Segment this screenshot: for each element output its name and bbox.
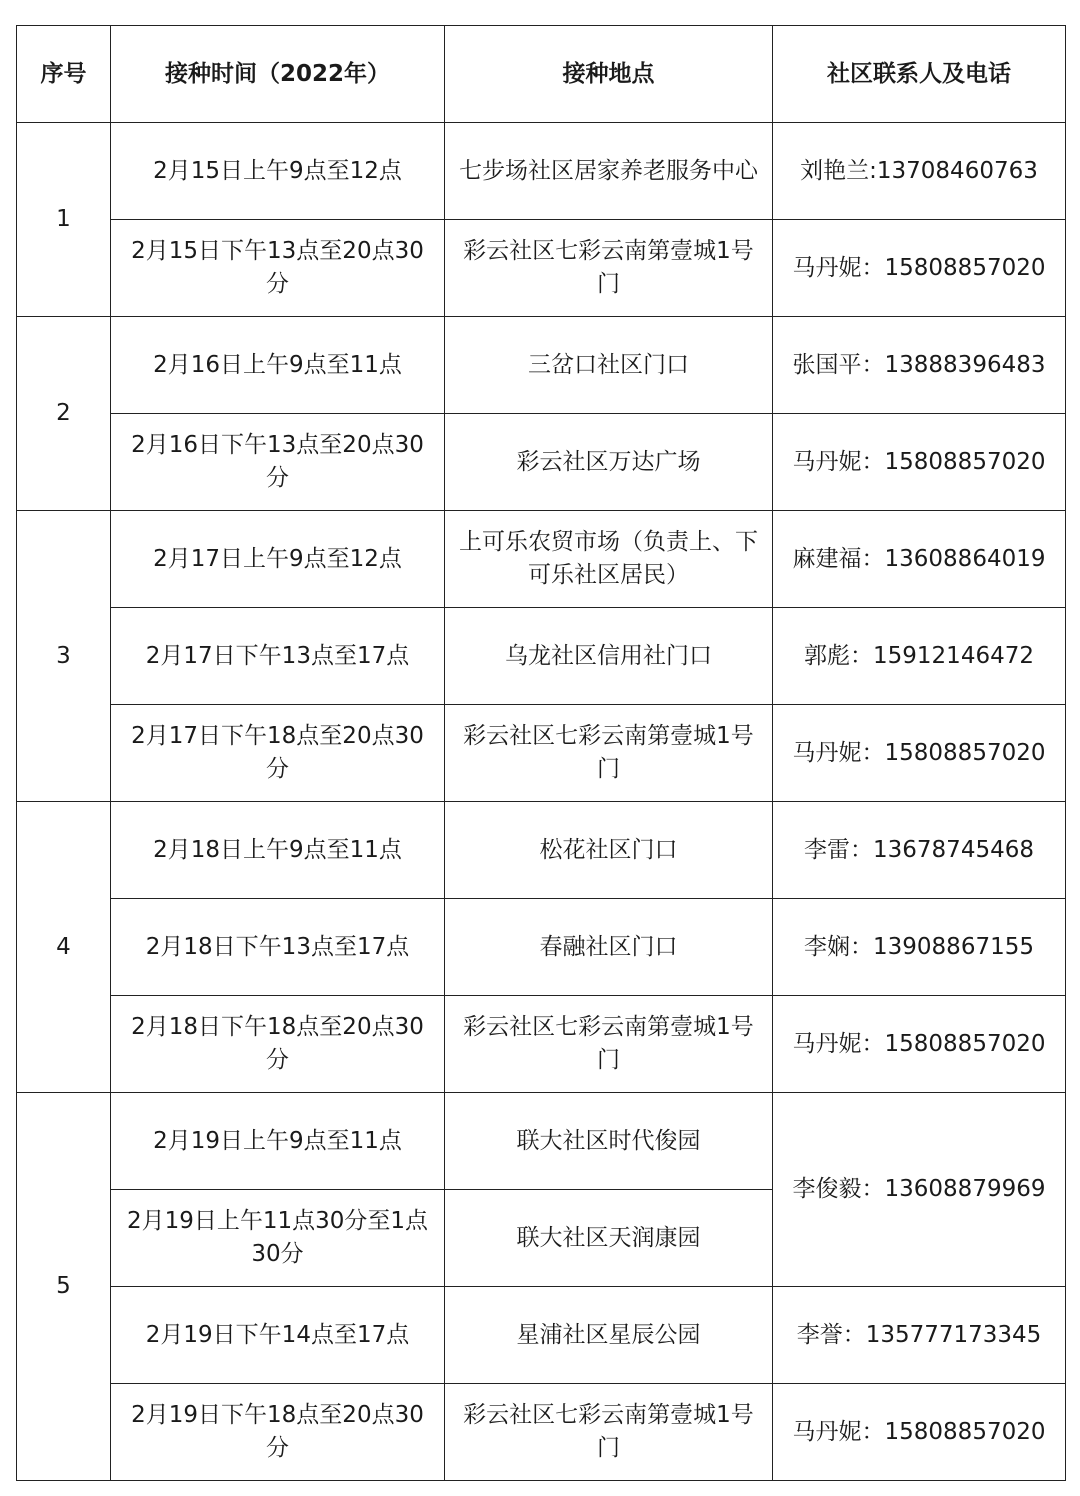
time-cell: 2月19日上午11点30分至1点30分 [111, 1190, 445, 1287]
place-cell: 彩云社区七彩云南第壹城1号门 [445, 220, 773, 317]
time-cell: 2月16日下午13点至20点30分 [111, 414, 445, 511]
contact-cell: 李誉：135777173345 [773, 1287, 1066, 1384]
group-number: 2 [17, 317, 111, 511]
place-cell: 彩云社区万达广场 [445, 414, 773, 511]
contact-cell: 张国平：13888396483 [773, 317, 1066, 414]
header-no: 序号 [17, 26, 111, 123]
table-row [17, 899, 1066, 996]
group-number: 3 [17, 511, 111, 802]
group-number: 4 [17, 802, 111, 1093]
place-cell: 乌龙社区信用社门口 [445, 608, 773, 705]
time-cell: 2月19日下午14点至17点 [111, 1287, 445, 1384]
group-number: 1 [17, 123, 111, 317]
place-cell: 彩云社区七彩云南第壹城1号门 [445, 1384, 773, 1481]
place-cell: 彩云社区七彩云南第壹城1号门 [445, 705, 773, 802]
place-cell: 三岔口社区门口 [445, 317, 773, 414]
time-cell: 2月19日上午9点至11点 [111, 1093, 445, 1190]
contact-cell: 马丹妮：15808857020 [773, 996, 1066, 1093]
place-cell: 彩云社区七彩云南第壹城1号门 [445, 996, 773, 1093]
header-row [17, 26, 1066, 123]
vaccination-schedule-table [16, 25, 1066, 1481]
table-row [17, 802, 1066, 899]
place-cell: 上可乐农贸市场（负责上、下可乐社区居民） [445, 511, 773, 608]
contact-cell: 麻建福：13608864019 [773, 511, 1066, 608]
table-row [17, 123, 1066, 220]
header-time: 接种时间（2022年） [111, 26, 445, 123]
contact-cell: 刘艳兰:13708460763 [773, 123, 1066, 220]
table-row [17, 996, 1066, 1093]
time-cell: 2月15日下午13点至20点30分 [111, 220, 445, 317]
table-row [17, 317, 1066, 414]
table-row [17, 1093, 1066, 1190]
place-cell: 星浦社区星辰公园 [445, 1287, 773, 1384]
place-cell: 联大社区时代俊园 [445, 1093, 773, 1190]
contact-cell: 马丹妮：15808857020 [773, 1384, 1066, 1481]
contact-cell: 郭彪：15912146472 [773, 608, 1066, 705]
place-cell: 春融社区门口 [445, 899, 773, 996]
contact-cell: 马丹妮：15808857020 [773, 220, 1066, 317]
contact-cell: 李雷：13678745468 [773, 802, 1066, 899]
header-place: 接种地点 [445, 26, 773, 123]
table-row [17, 511, 1066, 608]
place-cell: 松花社区门口 [445, 802, 773, 899]
time-cell: 2月17日下午18点至20点30分 [111, 705, 445, 802]
time-cell: 2月17日下午13点至17点 [111, 608, 445, 705]
time-cell: 2月18日上午9点至11点 [111, 802, 445, 899]
contact-cell: 李娴：13908867155 [773, 899, 1066, 996]
contact-cell: 马丹妮：15808857020 [773, 705, 1066, 802]
contact-cell: 李俊毅：13608879969 [773, 1093, 1066, 1287]
time-cell: 2月16日上午9点至11点 [111, 317, 445, 414]
time-cell: 2月18日下午18点至20点30分 [111, 996, 445, 1093]
contact-cell: 马丹妮：15808857020 [773, 414, 1066, 511]
table-row [17, 608, 1066, 705]
time-cell: 2月15日上午9点至12点 [111, 123, 445, 220]
table-row [17, 414, 1066, 511]
table-row [17, 220, 1066, 317]
time-cell: 2月17日上午9点至12点 [111, 511, 445, 608]
time-cell: 2月19日下午18点至20点30分 [111, 1384, 445, 1481]
table-row [17, 705, 1066, 802]
table-row [17, 1287, 1066, 1384]
table-row [17, 1384, 1066, 1481]
group-number: 5 [17, 1093, 111, 1481]
time-cell: 2月18日下午13点至17点 [111, 899, 445, 996]
place-cell: 联大社区天润康园 [445, 1190, 773, 1287]
header-contact: 社区联系人及电话 [773, 26, 1066, 123]
place-cell: 七步场社区居家养老服务中心 [445, 123, 773, 220]
